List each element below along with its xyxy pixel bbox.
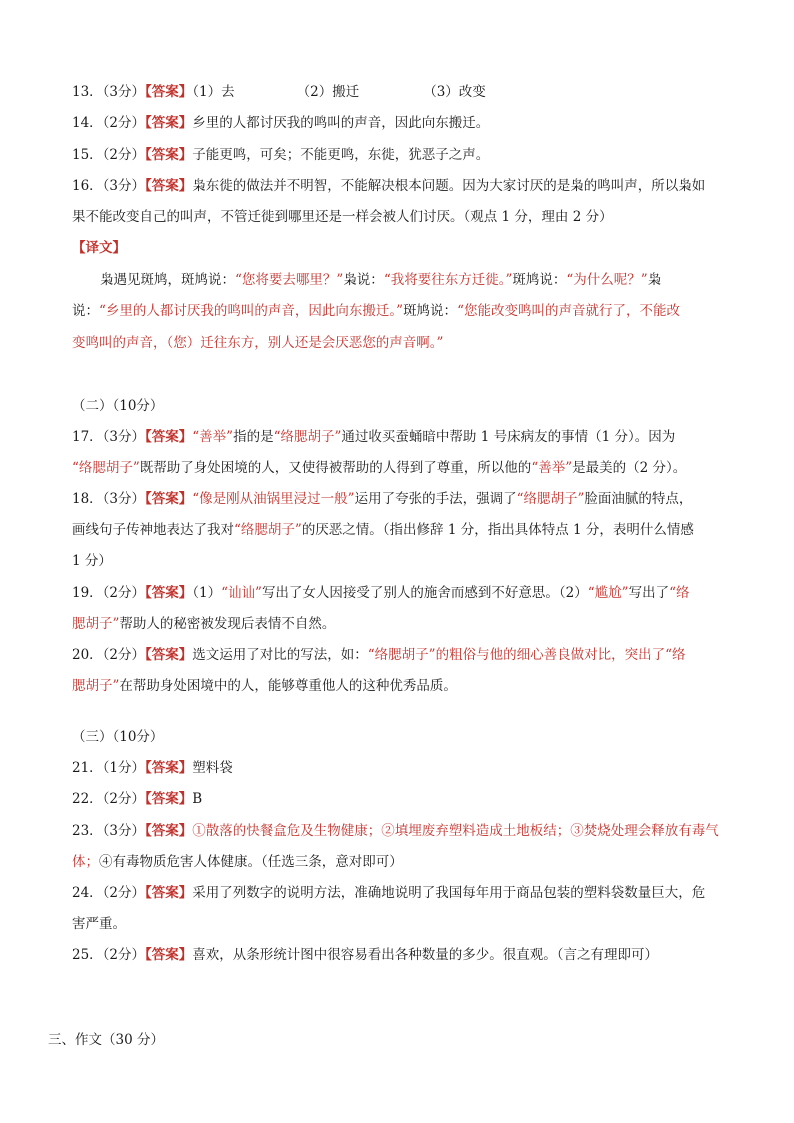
question-number: 16．（3分） (72, 178, 146, 194)
answer-text: ④有毒物质危害人体健康。（任选三条，意对即可） (99, 854, 403, 870)
answer-23-line2 (72, 852, 724, 872)
quote: “络腮胡子” (72, 460, 140, 476)
answer-text: 是最美的（2 分）。 (572, 460, 687, 476)
answer-tag: 【答案】 (145, 84, 193, 100)
answer-text: 画线句子传神地表达了我对 (72, 522, 234, 538)
answer-25 (72, 945, 724, 965)
answer-17-line2 (72, 458, 724, 478)
section-2-heading: （二）（10分） (72, 398, 164, 414)
answer-16-line1 (72, 176, 724, 196)
translation-text: 斑鸠说： (512, 272, 567, 288)
translation-quote: “乡里的人都讨厌我的鸣叫的声音，因此向东搬迁。” (99, 303, 404, 319)
answer-text: （1） (192, 585, 222, 601)
answer-text: 脸面油腻的特点， (584, 491, 693, 507)
translation-text: 说： (72, 303, 99, 319)
answer-13 (72, 82, 724, 102)
question-number: 24．（2分） (72, 885, 146, 901)
question-number: 14．（2分） (72, 115, 146, 131)
translation-quote: “您将要去哪里？” (235, 272, 344, 288)
answer-13-part2: （2）搬迁 (296, 84, 360, 100)
question-number: 13．（3分） (72, 84, 146, 100)
essay-section-heading: 三、作文（30 分） (48, 1032, 164, 1048)
quote: 腮胡子” (72, 616, 120, 632)
answer-text: 枭东徙的做法并不明智，不能解决根本问题。因为大家讨厌的是枭的鸣叫声，所以枭如 (192, 178, 706, 194)
answer-23-line1 (72, 821, 724, 841)
answer-text: 塑料袋 (192, 760, 233, 776)
answer-tag: 【答案】 (145, 823, 193, 839)
answer-15 (72, 145, 724, 165)
answer-tag: 【答案】 (145, 947, 193, 963)
quote: “络腮胡子” (273, 429, 342, 445)
question-number: 17．（3分） (72, 429, 146, 445)
quote: “络 (669, 585, 690, 601)
answer-tag: 【答案】 (145, 760, 193, 776)
answer-13-part1: （1）去 (192, 84, 235, 100)
answer-22 (72, 789, 724, 809)
answer-text: 喜欢，从条形统计图中很容易看出各种数量的多少。很直观。（言之有理即可） (192, 947, 659, 963)
question-number: 19．（2分） (72, 585, 146, 601)
answer-18-line2 (72, 520, 724, 540)
translation-text: 斑鸠说： (403, 303, 458, 319)
answer-text: 果不能改变自己的叫声，不管迁徙到哪里还是一样会被人们讨厌。（观点 1 分，理由 2 分） (72, 209, 613, 225)
answer-text: 选文运用了对比的写法，如： (192, 647, 368, 663)
question-number: 21．（1分） (72, 760, 146, 776)
answer-text: ①散落的快餐盒危及生物健康；②填埋废弃塑料造成土地板结；③焚烧处理会释放有毒气 (192, 823, 719, 839)
answer-14 (72, 113, 724, 133)
answer-24-line1 (72, 883, 724, 903)
answer-text: 采用了列数字的说明方法，准确地说明了我国每年用于商品包装的塑料袋数量巨大，危 (192, 885, 706, 901)
translation-line2 (72, 301, 724, 321)
question-number: 15．（2分） (72, 147, 146, 163)
translation-text: 枭遇见斑鸠，斑鸠说： (100, 272, 235, 288)
answer-text: 运用了夸张的手法，强调了 (354, 491, 517, 507)
answer-tag: 【答案】 (145, 178, 193, 194)
question-number: 22．（2分） (72, 791, 146, 807)
question-number: 23．（3分） (72, 823, 146, 839)
question-number: 25．（2分） (72, 947, 146, 963)
translation-text: 枭 (647, 272, 662, 288)
translation-quote: “我将要往东方迁徙。” (383, 272, 513, 288)
answer-text: 既帮助了身处困境的人，又使得被帮助的人得到了尊重，所以他的 (139, 460, 532, 476)
answer-text: 子能更鸣，可矣；不能更鸣，东徙，犹恶子之声。 (192, 147, 490, 163)
quote: “尴尬” (587, 585, 629, 601)
answer-19-line1 (72, 583, 724, 603)
quote: “善举” (192, 429, 234, 445)
question-number: 20．（2分） (72, 647, 146, 663)
answer-19-line2 (72, 614, 724, 634)
translation-line3: 变鸣叫的声音，（您）迁往东方，别人还是会厌恶您的声音啊。” (72, 335, 444, 351)
translation-line1 (100, 270, 724, 290)
answer-tag: 【答案】 (145, 429, 193, 445)
quote: “像是刚从油锅里浸过一般” (192, 491, 355, 507)
translation-heading: 【译文】 (72, 240, 126, 256)
answer-tag: 【答案】 (145, 885, 193, 901)
translation-quote: “为什么呢？” (566, 272, 648, 288)
answer-text: 写出了女人因接受了别人的施舍而感到不好意思。（2） (261, 585, 588, 601)
answer-18-line1 (72, 489, 724, 509)
answer-text: 乡里的人都讨厌我的鸣叫的声音，因此向东搬迁。 (192, 115, 490, 131)
section-3-heading: （三）（10分） (72, 729, 164, 745)
answer-text: B (192, 791, 203, 807)
translation-text: 枭说： (343, 272, 384, 288)
answer-text: 体； (72, 854, 99, 870)
answer-21 (72, 758, 724, 778)
quote: “络腮胡子” (516, 491, 585, 507)
answer-tag: 【答案】 (145, 647, 193, 663)
answer-tag: 【答案】 (145, 491, 193, 507)
quote: “善举” (531, 460, 573, 476)
answer-tag: 【答案】 (145, 115, 193, 131)
answer-text: 指的是 (233, 429, 274, 445)
answer-tag: 【答案】 (145, 147, 193, 163)
quote: “络腮胡子”的粗俗与他的细心善良做对比，突出了 (367, 647, 666, 663)
answer-text: 帮助人的秘密被发现后表情不自然。 (119, 616, 336, 632)
quote: “络腮胡子” (234, 522, 302, 538)
answer-tag: 【答案】 (145, 585, 193, 601)
answer-text: 在帮助身处困境中的人，能够尊重他人的这种优秀品质。 (119, 678, 457, 694)
quote: 腮胡子” (72, 678, 120, 694)
quote: “讪讪” (221, 585, 262, 601)
quote: “络 (665, 647, 686, 663)
answer-text: 通过收买蚕蛹暗中帮助 1 号床病友的事情（1 分）。因为 (341, 429, 676, 445)
question-number: 18．（3分） (72, 491, 146, 507)
translation-quote: “您能改变鸣叫的声音就行了，不能改 (457, 303, 680, 319)
answer-text: 写出了 (628, 585, 670, 601)
answer-13-part3: （3）改变 (423, 84, 486, 100)
answer-18-line3: 1 分） (72, 553, 112, 569)
answer-24-line2: 害严重。 (72, 916, 126, 932)
answer-16-line2 (72, 207, 724, 227)
answer-text: 的厌恶之情。（指出修辞 1 分，指出具体特点 1 分，表明什么情感 (301, 522, 694, 538)
answer-17-line1 (72, 427, 724, 447)
answer-20-line1 (72, 645, 724, 665)
answer-20-line2 (72, 676, 724, 696)
answer-tag: 【答案】 (145, 791, 193, 807)
